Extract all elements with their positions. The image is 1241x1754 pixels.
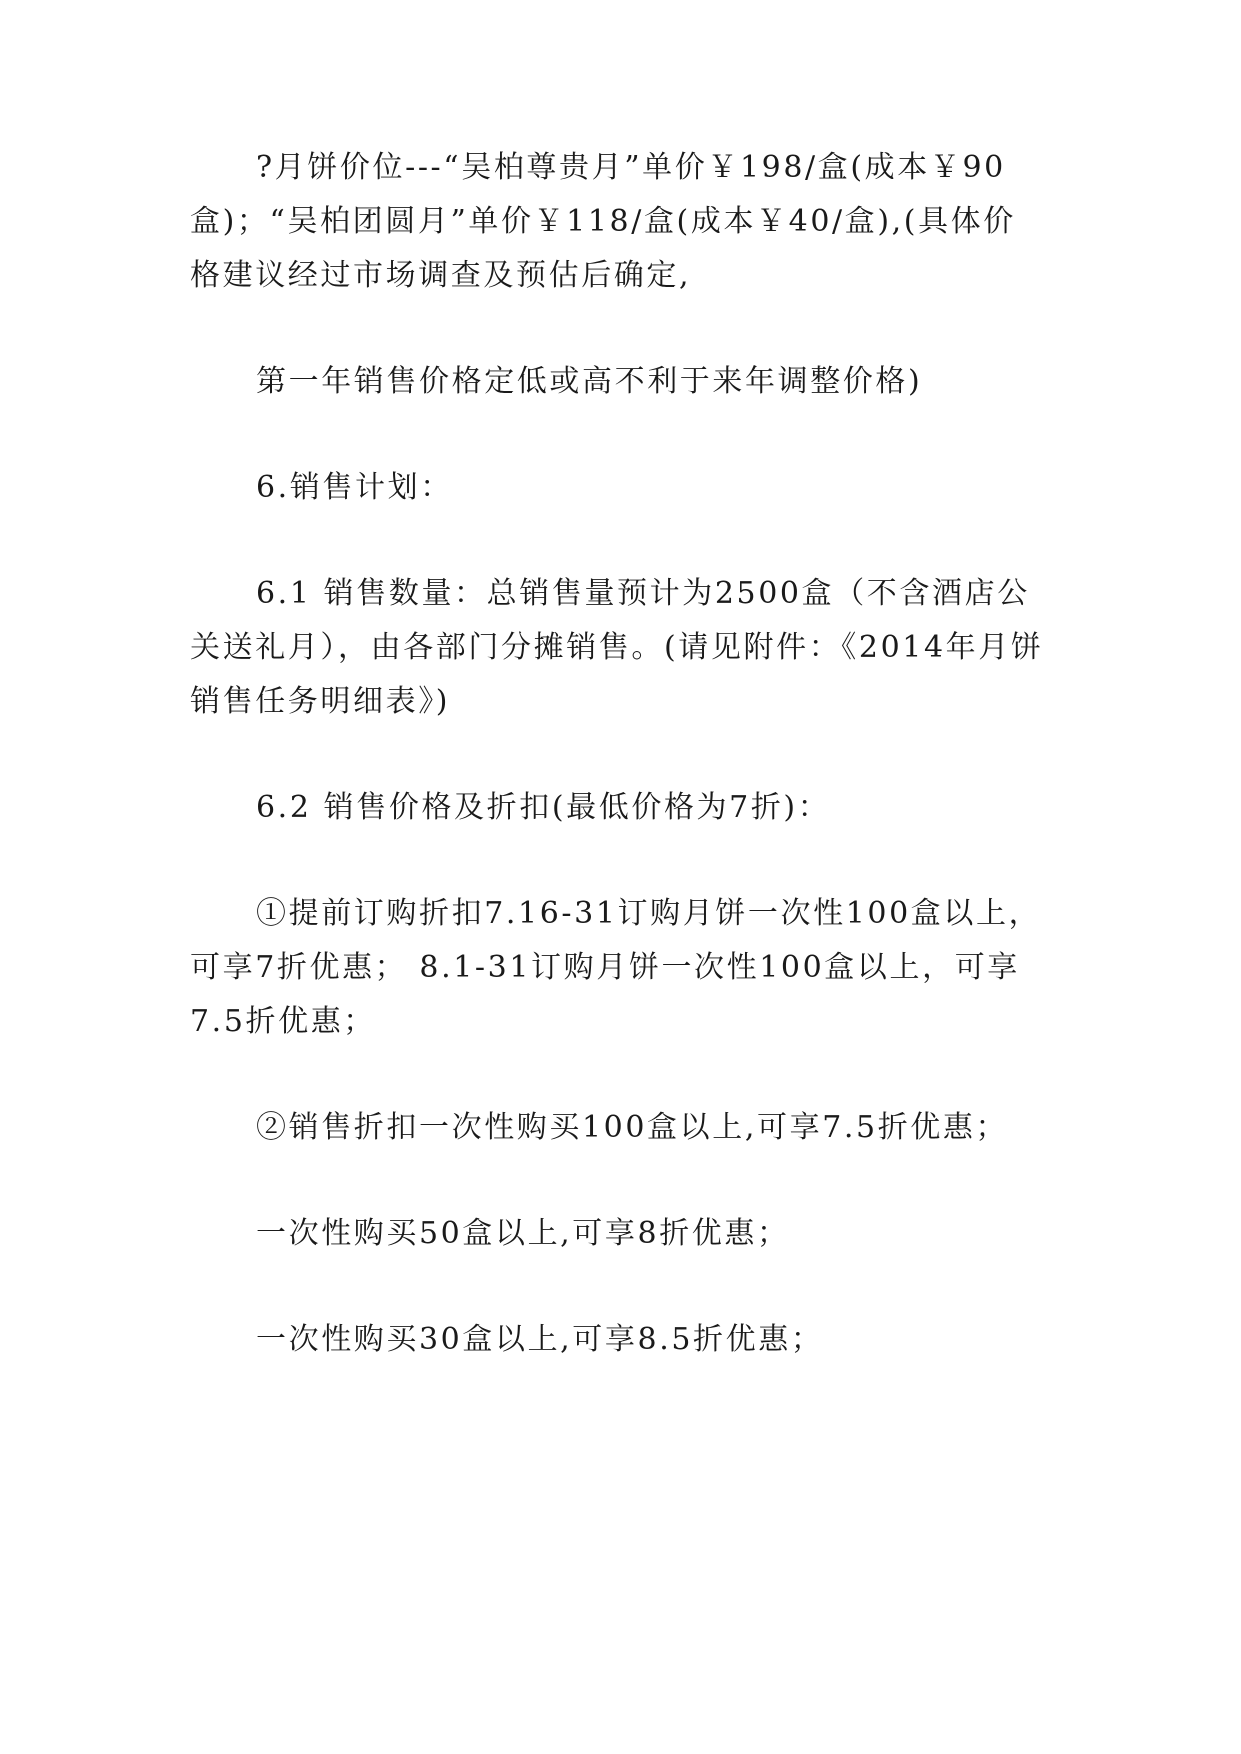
paragraph-early-order-discount-line-2: 可享7折优惠； 8.1-31订购月饼一次性100盒以上，可享 bbox=[190, 950, 1020, 985]
paragraph-early-order-discount-line-3: 7.5折优惠； bbox=[190, 1004, 376, 1039]
paragraph-early-order-discount-line-1: ①提前订购折扣7.16-31订购月饼一次性100盒以上， bbox=[256, 896, 1042, 931]
paragraph-sales-quantity-line-2: 关送礼月），由各部门分摊销售。(请见附件：《2014年月饼 bbox=[190, 630, 1044, 665]
paragraph-30-boxes-line-1: 一次性购买30盒以上,可享8.5折优惠； bbox=[256, 1322, 824, 1357]
paragraph-mooncake-price-line-3: 格建议经过市场调查及预估后确定, bbox=[190, 258, 692, 293]
paragraph-mooncake-price-line-1: ?月饼价位---“吴柏尊贵月”单价￥198/盒(成本￥90 bbox=[256, 150, 1006, 185]
paragraph-sales-quantity-line-3: 销售任务明细表》) bbox=[190, 684, 451, 719]
heading-sales-plan: 6.销售计划： bbox=[256, 470, 453, 505]
paragraph-sales-quantity-line-1: 6.1 销售数量：总销售量预计为2500盒（不含酒店公 bbox=[256, 576, 1030, 611]
paragraph-mooncake-price-line-2: 盒)；“吴柏团圆月”单价￥118/盒(成本￥40/盒),(具体价 bbox=[190, 204, 1016, 239]
paragraph-sales-discount-line-1: ②销售折扣一次性购买100盒以上,可享7.5折优惠； bbox=[256, 1110, 1009, 1145]
paragraph-50-boxes-line-1: 一次性购买50盒以上,可享8折优惠； bbox=[256, 1216, 790, 1251]
heading-price-discount: 6.2 销售价格及折扣(最低价格为7折)： bbox=[256, 790, 831, 825]
paragraph-price-note-line-1: 第一年销售价格定低或高不利于来年调整价格) bbox=[256, 364, 923, 399]
